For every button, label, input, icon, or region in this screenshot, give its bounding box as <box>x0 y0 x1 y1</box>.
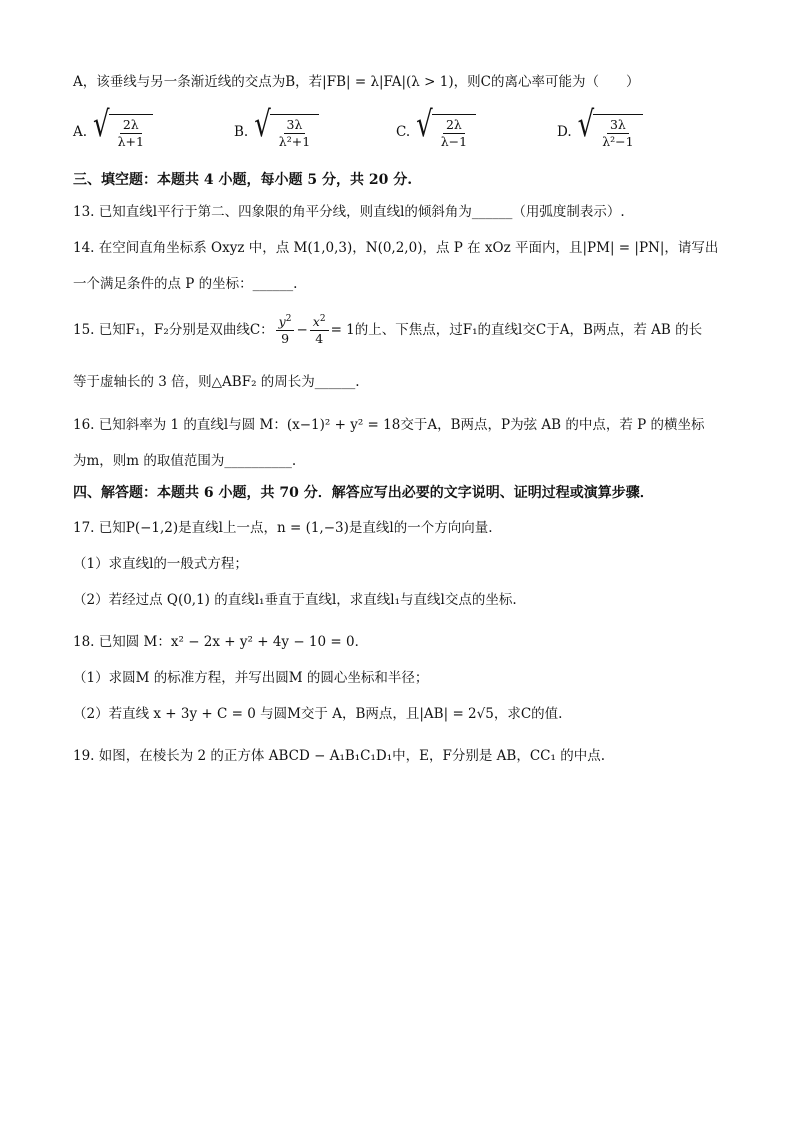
fraction-denominator: λ²+1 <box>278 133 311 149</box>
sqrt-expression: √ $\frac{3\lambda}{\text{λ²−1}}$ <box>578 114 643 149</box>
question-14-line-2: 一个满足条件的点 P 的坐标：______. <box>73 276 298 292</box>
question-16-line-2: 为m，则m 的取值范围为__________. <box>73 453 297 469</box>
minus-sign: − <box>296 322 308 339</box>
option-c <box>396 105 476 149</box>
option-d <box>557 105 643 149</box>
option-label: A. <box>73 123 88 140</box>
section-heading-fill-in: 三、填空题：本题共 4 小题，每小题 5 分，共 20 分. <box>73 172 413 188</box>
question-17-part-2: （2）若经过点 Q(0,1) 的直线l₁垂直于直线l，求直线l₁与直线l交点的坐标. <box>73 592 517 608</box>
equals-one: = 1 <box>330 322 355 339</box>
question-16-line-1: 16. 已知斜率为 1 的直线l与圆 M：(x−1)² + y² = 18交于A，B两点，P为弦 AB 的中点，若 P 的横坐标 <box>73 417 705 433</box>
question-15-line-1 <box>73 314 702 346</box>
sqrt-expression: √ $\frac{3\lambda}{\text{λ²+1}}$ <box>254 114 319 149</box>
fraction-numerator: 3λ <box>284 117 306 134</box>
q12-stem-end: A，该垂线与另一条渐近线的交点为B，若|FB| = λ|FA|(λ > 1)，则C的离心率可能为（ ） <box>73 74 640 90</box>
question-19: 19. 如图，在棱长为 2 的正方体 ABCD − A₁B₁C₁D₁中，E，F分别是 AB，CC₁ 的中点. <box>73 748 605 764</box>
option-label: B. <box>234 123 249 140</box>
fraction-denominator: λ+1 <box>117 133 144 149</box>
question-15-line-2: 等于虚轴长的 3 倍，则△ABF₂ 的周长为______. <box>73 374 360 390</box>
fraction-denominator: λ−1 <box>440 133 468 149</box>
sqrt-expression: √ $\frac{2\lambda}{\lambda+1}$ <box>93 114 153 149</box>
question-15-suffix: 的上、下焦点，过F₁的直线l交C于A，B两点，若 AB 的长 <box>354 322 703 339</box>
fraction-x2-over-4: $\frac{x^2}{4}$ <box>310 314 329 346</box>
question-15-prefix: 15. 已知F₁，F₂分别是双曲线C： <box>73 322 274 339</box>
question-14-line-1: 14. 在空间直角坐标系 Oxyz 中，点 M(1,0,3)，N(0,2,0)，点 P 在 xOz 平面内，且|PM| = |PN|，请写出 <box>73 240 719 256</box>
question-18-part-2: （2）若直线 x + 3y + C = 0 与圆M交于 A，B两点，且|AB| = 2√5，求C的值. <box>73 706 563 722</box>
fraction-numerator: 3λ <box>607 117 629 134</box>
option-label: D. <box>557 123 572 140</box>
fraction-numerator: 2λ <box>120 117 142 134</box>
fraction-y2-over-9: $\frac{y^2}{9}$ <box>276 314 295 346</box>
fraction-numerator: 2λ <box>443 117 465 134</box>
option-b <box>234 105 319 149</box>
question-17-stem: 17. 已知P(−1,2)是直线l上一点，n = (1,−3)是直线l的一个方向向量. <box>73 520 493 536</box>
question-18-part-1: （1）求圆M 的标准方程，并写出圆M 的圆心坐标和半径； <box>73 670 429 686</box>
question-18-stem: 18. 已知圆 M：x² − 2x + y² + 4y − 10 = 0． <box>73 634 369 650</box>
fraction-denominator: λ²−1 <box>602 133 634 149</box>
question-13: 13. 已知直线l平行于第二、四象限的角平分线，则直线l的倾斜角为______（用弧度制表示）. <box>73 204 625 220</box>
sqrt-expression: √ $\frac{2\lambda}{\lambda-1}$ <box>416 114 476 149</box>
question-17-part-1: （1）求直线l的一般式方程； <box>73 556 248 572</box>
option-label: C. <box>396 123 411 140</box>
option-a <box>73 105 153 149</box>
section-heading-answer: 四、解答题：本题共 6 小题，共 70 分．解答应写出必要的文字说明、证明过程或演算步骤． <box>73 485 654 501</box>
